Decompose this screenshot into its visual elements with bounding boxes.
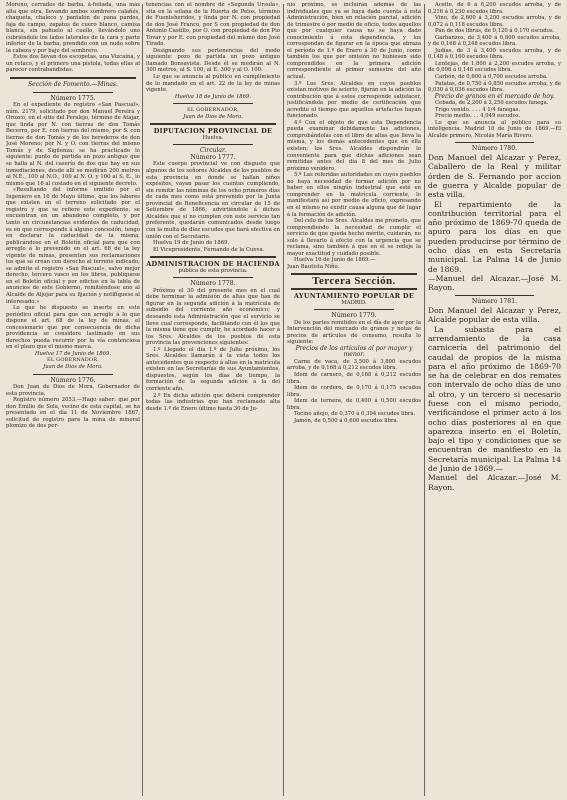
price-line: Carbón, de 0,600 á 0,700 escudos arroba. <box>435 74 548 81</box>
paragraph: Don Manuel del Alcazar y Perez, Alcalde popular de esta villa. <box>428 306 561 325</box>
section-heading: ADMINISTRACION DE HACIENDA <box>146 260 280 269</box>
paragraph: El repartimiento de la contribución territorial para el año próximo de 1869-70 queda de apuro para los días en que pueden producirse por término de ocho días en esta Secretaría municipal. La Palma 14 de Junio de 1869. <box>428 199 561 274</box>
column-3 <box>287 2 421 798</box>
price-line: Jamón, de 0,500 á 0,600 escudos libra. <box>294 417 399 424</box>
paragraph: Lo que se anuncia al público en cumplimiento de lo mandado en el art. 22 de la ley de minas vigente. <box>146 74 280 94</box>
divider <box>33 92 113 93</box>
price-line: Tocino añejo, de 0,370 á 0,394 escudos libra. <box>294 411 416 418</box>
date-line: Huelva 17 de Junio de 1869. <box>34 350 112 357</box>
price-line: Idem de ternera, de 0,400 á 0,500 escudos libra. <box>287 398 421 411</box>
price-line: Garbanzos, de 3,400 á 6,800 escudos arroba, y de 0,168 á 0,248 escudos libra. <box>428 34 561 48</box>
paragraph: 1.º Llegado el día 1.º de Julio próximo, los Sres. Alcaldes llamarán á la vista todos los antecedentes que respecto á altas en la matrícula existen en las Secretarías de sus Ayuntamientos, dispuestos, según los días de tiempo, la formación de la segunda adición á la del corriente año. <box>146 346 280 392</box>
price-line: Precio medio. . . 4,949 escudos. <box>435 113 521 120</box>
notice-number: Número 1778. <box>190 280 236 288</box>
paragraph: Moreno, cerrados de barba, á-feitada, una más alta que otra, llevando ambos sombrero calañés, chaqueta, chaleco y pantalón de pana pardos, faja de campo, zapatos de cuero blanco, camisa blanca, sin pañuelo al cuello, llevándolo uno cubriéndole los lados laterales de la cara y parte inferior de la barba, prendido con un nudo sobre la cabeza y por bajo del sombrero. <box>6 2 140 54</box>
price-line: Lentejas, de 1,800 á 2,200 escudos arroba, y de 0,096 á 0,148 escudos libra. <box>428 60 561 74</box>
paragraph: 4.º Con el objeto de que esta Dependencia pueda examinar debidamente las adiciones, comprobándolas con el libro de altas que lleva la misma, y los demás antecedentes que en ella existen; los Sres. Alcaldes dispondrán lo conveniente para que dichas adiciones sean remitidas antes del día 8 del mes de Julio próximo venidero. <box>287 119 421 172</box>
notice-number: Número 1779. <box>331 312 377 320</box>
paragraph: Próximo el 30 del presente mes en el cual debe terminar la admisión de altas que han de figurar en la segunda adición á la matrícula de subsidio del corriente año económico; y deseando esta Administración que el servicio se lleve cual corresponde, facilitando con él los que la misma tiene que cumplir, he acordado hacer á los Sres. Alcaldes de los pueblos de esta provincia las prevenciones siguientes: <box>146 287 280 347</box>
paragraph: De los partes remitidos en el día de ayer por la Intervención del mercado de granos y notas de precios de artículos de consumo, resulta lo siguiente: <box>287 319 421 346</box>
divider <box>455 142 535 143</box>
date-line: Huelva 18 de Junio de 1869. <box>174 93 252 100</box>
divider <box>173 277 253 278</box>
divider <box>173 103 253 104</box>
price-line: Vino, de 2,600 á 3,200 escudos arroba, y de 0,072 á 0,118 escudos libra. <box>428 15 561 28</box>
signature-name: Juan Bautista Niño. <box>287 263 340 270</box>
paragraph: Don Manuel del Alcazar y Perez, Caballero de la Real y militar órden de S. Fernando por accion de guerra y Alcalde popular de esta villa. <box>428 153 561 200</box>
price-line: Patatas, de 0,750 á 0,850 escudos arroba, y de 0,030 á 0,036 escudos libra. <box>428 80 561 94</box>
section-title: Tercera Sección. <box>312 275 396 288</box>
paragraph: Registro número 2053.—Hago saber: que por don Emilio de Sola, vecino de esta capital, se ha presentado en el día 11 de Noviembre 1867, solicitud de registro para la mina de mineral plomizo de dos per- <box>6 397 140 430</box>
paragraph: tenencias con el nombre de «Segunda Ursula», sita en la solana de la Huerta de Pelos, término de Fuenteheridos, y linda por N. con propiedad de don José Franco, por S con propiedad de don Antonio Castillo, por O. con propiedad de don Pio Tovar y por E. con propiedad del mismo don José Tirado. <box>146 2 280 48</box>
prices-heading: Precio de granos en el mercado de hoy. <box>434 92 555 100</box>
divider <box>150 256 276 258</box>
large-notice <box>428 306 561 492</box>
divider <box>314 309 394 310</box>
paragraph: Este cuerpo provincial ve con disgusto que algunos de los señores Alcaldes de los pueblos de esta provincia en donde se hallan niños expósitos, vayan pasar los cuentas cumpliendo, sin remitir las nóminas de los ocho primeros días de cada mes como está prevenido por la Junta provincial de Beneficencia en circular de 15 de Setiembre de 1866, advirtiéndole á dichos Alcaldes que si no cumplen con este servicio tan preferente, quedarán comunicados desde luego con la multa de diez escudos que hará efectiva en unión con el Secretario. <box>146 161 280 240</box>
signature-title: EL GOBERNADOR, <box>47 357 99 364</box>
notice-number: Número 1776. <box>50 376 96 384</box>
price-line: Trigo venido. . . . 4 1/4 fanegas. <box>435 106 521 113</box>
divider <box>10 77 136 79</box>
column-2 <box>146 2 280 798</box>
price-line: Carne de vaca, de 3,500 á 3,800 escudos arroba, y de 0,168 á 0,212 escudos libra. <box>287 358 421 372</box>
paragraph: nio próximo, se incluirán además de las individuales que ya se haya dado cuenta á esta Administración, bien en relación parcial, adición de trimestre ó por medio de oficio, todos aquellos que por cualquier causa no se haya dado conocimiento á esta dependencia, y los correspondan de figurar en la época que abraza el período de 1.º de Enero á 30 de Junio, como también los que por omisión no hubiesen sido comprendidos en la primera adición correspondiente al primer semestre del año actual. <box>287 2 421 81</box>
paragraph: Del celo de los Sres. Alcaldes me prometo, que comprendiendo la necesidad de cumplir el servicio de que queda hecho mérito, cuidarán, no solo á llevarlo á efecto con la urgencia que se reclama, sino también á que en él se refleje la mayor exactitud y cuidado posible. <box>287 218 421 257</box>
prices-heading: Precios de los artículos al por mayor y menor. <box>295 344 413 359</box>
paragraph: 5.º Las referidas autoridades en cuyos pueblos no haya necesidad de formar adición por no haber en ellos ningún industrial que esté en comprender en la matrícula corriente, lo manifestará así por medio de oficio, expresando en el mismo no existir causa alguna que dé lugar á la formación de adición. <box>287 172 421 218</box>
price-line: Aceite, de 6 á 6,200 escudos arroba, y de 0,216 á 0,230 escudos libra. <box>428 2 561 15</box>
signature-name: Juan de Dios de Mora. <box>183 113 243 120</box>
divider <box>150 123 276 125</box>
section-heading: Sección de Fomento.—Minas. <box>28 81 118 89</box>
signature-line: Manuel del Alcazar.—José M. Rayon. <box>428 473 561 492</box>
paragraph: Lo que he dispuesto se inserte en este periódico oficial para que con arreglo á lo que dispone el art. 68 de la ley de minas, el concesionario que por consecuencia de dicha providencia se considere lastimado en sus derechos pueda recurrir por la vía contenciosa en el plazo que el mismo marca. <box>6 305 140 351</box>
price-line: Cebada, de 2,200 á 2,250 escudos fanega. <box>435 100 549 107</box>
section-heading: AYUNTAMIENTO POPULAR DE <box>293 291 415 300</box>
divider <box>291 288 417 290</box>
paragraph: La subasta para el arrendamiento de la casa carnicería del patrimonio del caudal de propios de la misma para el año próximo de 1869-70 se ha de celebrar en dos remates con intervalo de ocho días de uno al otro, y un tercero si necesario fuese con el mismo periodo, verificándose el primer acto á los ocho días posteriores al en que aparezca inserto en el Boletín, bajo el tipo y condiciones que se encuentran de manifiesto en la Secretaría municipal. La Palma 14 de Junio de 1869.— <box>428 324 561 474</box>
price-line: Pan de dos libras, de 0,120 á 0,170 escudos. <box>435 28 555 35</box>
section-subheading: Huelva. <box>202 134 224 141</box>
section-subheading: MADRID. <box>341 299 367 306</box>
price-line: Idem de carnero, de 0,168 á 0,212 escudos libra. <box>287 371 421 385</box>
large-notice <box>428 153 561 292</box>
paragraph: Designando sus pertenencias del modo siguiente: pozo de partida un pozo antiguo llamado Bonsavista. Desde él se medirán al N. 300 metros, al S. 100, al E. 300 y al O. 100. <box>146 47 280 74</box>
notice-number: Número 1775. <box>50 94 96 102</box>
signature-title: EL GOBERNADOR, <box>187 107 239 114</box>
paragraph: Don Juan de Dios de Mora, Gobernador de esta provincia. <box>6 384 140 397</box>
date-line: Huelva 16 de Junio de 1869.— <box>294 257 376 264</box>
price-line: Idem de cordero, de 0,170 á 0,175 escudos libra. <box>287 385 421 398</box>
signature-line: —Manuel del Alcazar.—José M. Rayon. <box>428 273 561 293</box>
price-line: Judías, de 3 á 3,400 escudos arroba, y de 0,148 á 0,160 escudos libra. <box>428 47 561 61</box>
divider <box>455 295 535 296</box>
notice-number: Número 1781. <box>471 298 518 306</box>
paragraph: En el expediente de registro «San Pascual», núm. 2179, solicitado por don Manuel Pereira y Orozco, en el sitio del Peralejo, término de Atajar, que linda por N. con tierras de don Tomás Becerro, por E. con tierras del mismo, por S. con tierras de don Tomás y de los herederos de don José Moreno; por N. y O. con tierras del mismo Tomás y de Sigüenza; se ha practicado lo siguiente: punto de partida un pozo antiguo que se halla al N. del caserío de dos que hay en sus inmediaciones, desde allí se medirán 200 metros al N.E., 100 al N.O., 100 al N. O. y 100 al S. E., lo mismo que 16 al costado en el siguiente decreto. <box>6 102 140 187</box>
column-1 <box>6 2 140 798</box>
divider <box>33 374 113 375</box>
section-heading: DIPUTACION PROVINCIAL DE <box>153 127 273 136</box>
paragraph: «Resultando del informe emitido por el Ingeniero en 16 de Mayo último, que los labores que existen en el terreno solicitado por el registro y que se refiere este expediente, se encuentran en un abandono completo, y por tanto en circunstancias evidentes de caducidad, es en que corresponde á alguno concesión, tengo en declarar la caducidad de la misma, publicándose en el Boletín oficial para que con arreglo á lo prevenido en el art. 68 de la ley vigente de minas, presenten sus reclamaciones los que se crean con derecho al terreno indicado; se admite el registro «San Pascual», salvo mejor derecho, tercero vasco en los libros, publíquese en el Boletín oficial y por edictos en la tabla de anuncios de este Gobierno, remitiéndose uno al Alcalde de Aljojar para su fijación y notifíquese al interesado.» <box>6 187 140 305</box>
notice-number: Número 1777. <box>190 153 236 161</box>
notice-number: Número 1780. <box>471 145 518 153</box>
paragraph: Lo que se anuncia al público para su inteligencia. Madrid 18 de Junio de 1869.—El Alcalde primero, Nicolás María Rivero. <box>428 119 561 139</box>
paragraph: 3.º Los Sres. Alcaldes en cuyos pueblos existan motivos de acierto, fijarán en la adición la contribución que á estos corresponde satisfacer, justificándola por medio de certificación que acredite el tiempo que aquellos artefactos hayan funcionado. <box>287 80 421 120</box>
signature-name: Juan de Dios de Mora. <box>43 363 103 370</box>
paragraph: El Vicepresidente, Fernando de la Cueva. <box>153 246 265 253</box>
paragraph: 2.º En dicha adición que deberá comprender todas las industrias que han reclamado alta desde 1.º de Enero último hasta 30 de Ju- <box>146 392 280 412</box>
column-4 <box>428 2 561 798</box>
paragraph: Huelva 19 de Junio de 1869. <box>153 240 230 247</box>
column-divider <box>283 4 284 796</box>
section-subheading: pública de esta provincia. <box>178 267 248 274</box>
circular-heading: Circular. <box>199 147 227 155</box>
paragraph: Estos dos llevan dos escopetas, una Vizcaína, y un retaco, y el primero una pistola, todas ellas al parecer contrabandistas. <box>6 54 140 74</box>
column-divider <box>424 4 425 796</box>
divider <box>173 144 253 145</box>
column-divider <box>142 4 143 796</box>
